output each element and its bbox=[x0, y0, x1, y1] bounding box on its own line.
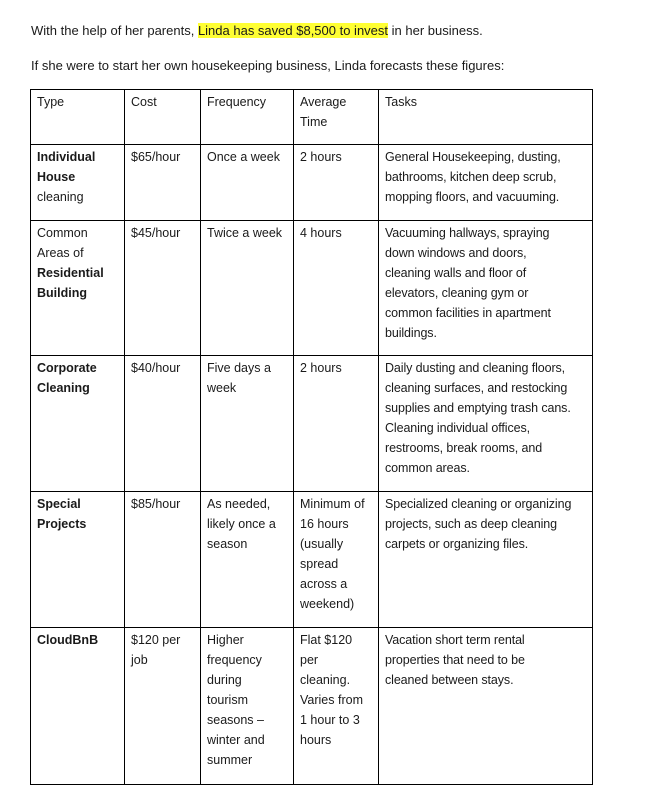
tasks-line: down windows and doors, bbox=[385, 246, 527, 260]
cell-average-time bbox=[294, 145, 379, 221]
tasks-line: Daily dusting and cleaning floors, bbox=[385, 361, 566, 375]
type-line: Individual bbox=[37, 150, 96, 164]
tasks-line: elevators, cleaning gym or bbox=[385, 286, 529, 300]
frequency-line: Once a week bbox=[207, 150, 280, 164]
table-row bbox=[31, 492, 593, 628]
tasks-line: common areas. bbox=[385, 461, 470, 475]
type-line: Cleaning bbox=[37, 381, 90, 395]
header-frequency bbox=[201, 90, 294, 145]
header-frequency-text: Frequency bbox=[207, 95, 267, 109]
forecast-table bbox=[30, 89, 593, 785]
header-row bbox=[31, 90, 593, 145]
type-line: Special bbox=[37, 497, 81, 511]
cell-type bbox=[31, 356, 125, 492]
intro-line-2: If she were to start her own housekeeping business, Linda forecasts these figures: bbox=[31, 58, 505, 73]
cell-type bbox=[31, 145, 125, 221]
cell-cost bbox=[125, 628, 201, 785]
header-type bbox=[31, 90, 125, 145]
cell-average-time bbox=[294, 628, 379, 785]
tasks-line: restrooms, break rooms, and bbox=[385, 441, 543, 455]
table-row bbox=[31, 356, 593, 492]
average-time-line: cleaning. bbox=[300, 673, 351, 687]
frequency-line: Five days a bbox=[207, 361, 271, 375]
tasks-line: properties that need to be bbox=[385, 653, 525, 667]
cell-frequency bbox=[201, 492, 294, 628]
average-time-line: spread bbox=[300, 557, 339, 571]
cell-cost bbox=[125, 145, 201, 221]
cell-tasks bbox=[379, 221, 593, 356]
header-cost bbox=[125, 90, 201, 145]
header-cost-text: Cost bbox=[131, 95, 157, 109]
average-time-line: hours bbox=[300, 733, 332, 747]
cell-tasks bbox=[379, 356, 593, 492]
type-line: Building bbox=[37, 286, 87, 300]
header-average-time-line: Average bbox=[300, 95, 347, 109]
average-time-line: across a bbox=[300, 577, 348, 591]
tasks-line: bathrooms, kitchen deep scrub, bbox=[385, 170, 557, 184]
type-line: Corporate bbox=[37, 361, 97, 375]
cell-average-time bbox=[294, 221, 379, 356]
table-row bbox=[31, 628, 593, 785]
frequency-line: during bbox=[207, 673, 242, 687]
type-line: cleaning bbox=[37, 190, 84, 204]
average-time-line: 16 hours bbox=[300, 517, 349, 531]
header-type-text: Type bbox=[37, 95, 65, 109]
cell-average-time bbox=[294, 356, 379, 492]
header-average-time bbox=[294, 90, 379, 145]
table-row bbox=[31, 145, 593, 221]
cell-type bbox=[31, 492, 125, 628]
tasks-line: Vacation short term rental bbox=[385, 633, 525, 647]
type-line: Residential bbox=[37, 266, 104, 280]
frequency-line: winter and bbox=[207, 733, 265, 747]
tasks-line: cleaning surfaces, and restocking bbox=[385, 381, 568, 395]
cell-tasks bbox=[379, 628, 593, 785]
highlighted-savings: Linda has saved $8,500 to invest bbox=[197, 23, 389, 38]
cost-line: job bbox=[131, 653, 148, 667]
frequency-line: frequency bbox=[207, 653, 262, 667]
average-time-line: weekend) bbox=[300, 597, 355, 611]
frequency-line: season bbox=[207, 537, 248, 551]
tasks-line: cleaning walls and floor of bbox=[385, 266, 527, 280]
type-line: Common bbox=[37, 226, 88, 240]
frequency-line: week bbox=[207, 381, 237, 395]
header-tasks-text: Tasks bbox=[385, 95, 417, 109]
average-time-line: 4 hours bbox=[300, 226, 342, 240]
header-tasks bbox=[379, 90, 593, 145]
type-line: Projects bbox=[37, 517, 87, 531]
frequency-line: As needed, bbox=[207, 497, 271, 511]
average-time-line: Minimum of bbox=[300, 497, 365, 511]
cost-line: $85/hour bbox=[131, 497, 181, 511]
average-time-line: 1 hour to 3 bbox=[300, 713, 360, 727]
tasks-line: projects, such as deep cleaning bbox=[385, 517, 558, 531]
tasks-line: Cleaning individual offices, bbox=[385, 421, 530, 435]
cell-cost bbox=[125, 356, 201, 492]
tasks-line: cleaned between stays. bbox=[385, 673, 514, 687]
table-row bbox=[31, 221, 593, 356]
cell-frequency bbox=[201, 628, 294, 785]
average-time-line: Flat $120 bbox=[300, 633, 353, 647]
type-line: Areas of bbox=[37, 246, 84, 260]
frequency-line: tourism bbox=[207, 693, 248, 707]
intro-line-1-end: in her business. bbox=[388, 23, 483, 38]
cell-cost bbox=[125, 492, 201, 628]
frequency-line: seasons – bbox=[207, 713, 264, 727]
cost-line: $65/hour bbox=[131, 150, 181, 164]
cell-type bbox=[31, 628, 125, 785]
intro-line-1 bbox=[31, 23, 483, 39]
tasks-line: Specialized cleaning or organizing bbox=[385, 497, 572, 511]
cell-frequency bbox=[201, 356, 294, 492]
cell-cost bbox=[125, 221, 201, 356]
cell-frequency bbox=[201, 221, 294, 356]
cell-type bbox=[31, 221, 125, 356]
header-average-time-line: Time bbox=[300, 115, 328, 129]
cost-line: $120 per bbox=[131, 633, 181, 647]
average-time-line: Varies from bbox=[300, 693, 363, 707]
average-time-line: per bbox=[300, 653, 319, 667]
frequency-line: Twice a week bbox=[207, 226, 283, 240]
frequency-line: summer bbox=[207, 753, 253, 767]
cell-tasks bbox=[379, 492, 593, 628]
type-line: House bbox=[37, 170, 76, 184]
cost-line: $45/hour bbox=[131, 226, 181, 240]
cost-line: $40/hour bbox=[131, 361, 181, 375]
average-time-line: 2 hours bbox=[300, 361, 342, 375]
intro-line-1-start: With the help of her parents, bbox=[31, 23, 198, 38]
frequency-line: Higher bbox=[207, 633, 244, 647]
frequency-line: likely once a bbox=[207, 517, 276, 531]
tasks-line: carpets or organizing files. bbox=[385, 537, 529, 551]
cell-tasks bbox=[379, 145, 593, 221]
average-time-line: (usually bbox=[300, 537, 344, 551]
average-time-line: 2 hours bbox=[300, 150, 342, 164]
tasks-line: General Housekeeping, dusting, bbox=[385, 150, 561, 164]
tasks-line: buildings. bbox=[385, 326, 437, 340]
tasks-line: Vacuuming hallways, spraying bbox=[385, 226, 550, 240]
tasks-line: common facilities in apartment bbox=[385, 306, 551, 320]
tasks-line: supplies and emptying trash cans. bbox=[385, 401, 571, 415]
type-line: CloudBnB bbox=[37, 633, 99, 647]
cell-frequency bbox=[201, 145, 294, 221]
tasks-line: mopping floors, and vacuuming. bbox=[385, 190, 560, 204]
cell-average-time bbox=[294, 492, 379, 628]
